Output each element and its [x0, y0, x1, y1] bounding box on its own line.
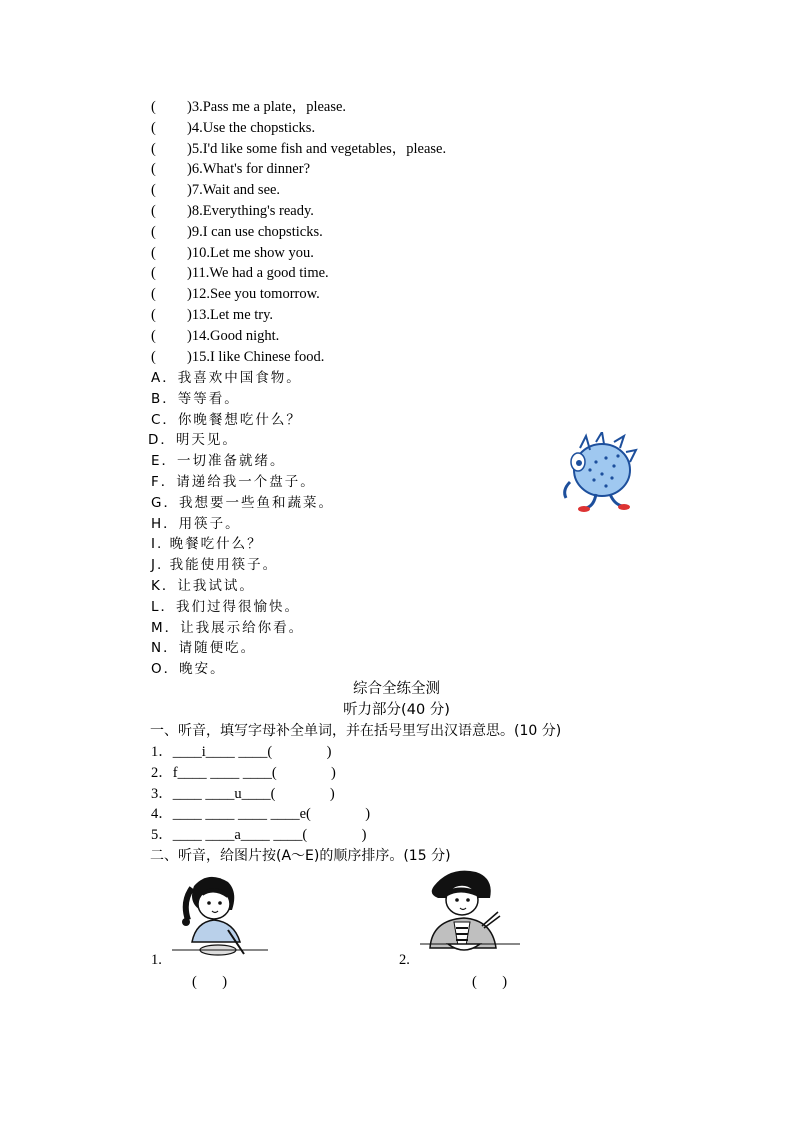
answer-bracket-open: ( — [151, 327, 156, 344]
answer-bracket-open: ( — [151, 161, 156, 178]
answer-bracket-close: ) — [187, 348, 192, 365]
match-item-text: 12.See you tomorrow. — [191, 286, 320, 303]
option-item: B．等等看。 — [151, 390, 240, 407]
option-item: L．我们过得很愉快。 — [151, 598, 301, 615]
match-item-text: 8.Everything's ready. — [191, 203, 314, 219]
match-item — [151, 305, 273, 325]
answer-bracket-close: ) — [187, 99, 192, 115]
answer-bracket-close: ) — [187, 286, 192, 303]
mascot-fish-icon — [556, 432, 640, 512]
match-item — [151, 159, 310, 179]
answer-bracket-close: ) — [187, 327, 192, 344]
option-item: M．让我展示给你看。 — [151, 619, 305, 636]
answer-bracket-close: ) — [187, 244, 192, 261]
match-item — [151, 347, 324, 367]
answer-bracket-open: ( — [151, 244, 156, 261]
answer-bracket-open: ( — [151, 119, 156, 136]
match-item-text: 15.I like Chinese food. — [191, 348, 325, 365]
option-item: D．明天见。 — [148, 432, 238, 449]
option-item: G．我想要一些鱼和蔬菜。 — [151, 494, 334, 511]
fill-blank-item: 4．____ ____ ____ ____e( ) — [151, 806, 371, 823]
answer-bracket-close: ) — [187, 161, 192, 178]
match-item-text: 14.Good night. — [191, 327, 280, 344]
match-item — [151, 118, 315, 138]
match-item-text: 5.I'd like some fish and vegetables，please. — [191, 140, 447, 157]
option-item: A．我喜欢中国食物。 — [151, 370, 302, 386]
match-item-text: 11.We had a good time. — [191, 265, 329, 282]
option-item: O．晚安。 — [151, 661, 226, 678]
option-item: K．让我试试。 — [151, 578, 255, 594]
answer-bracket-close: ) — [187, 223, 192, 240]
answer-bracket-open: ( — [151, 140, 156, 157]
test-title: 综合全练全测 — [353, 681, 440, 697]
answer-bracket-open: ( — [151, 203, 156, 219]
match-item-text: 6.What's for dinner? — [191, 161, 311, 178]
answer-bracket-open: ( — [151, 265, 156, 282]
fill-blank-item: 5．____ ____a____ ____( ) — [151, 827, 367, 844]
match-item — [151, 201, 314, 221]
option-item: H．用筷子。 — [151, 515, 241, 532]
match-item-text: 7.Wait and see. — [191, 182, 281, 199]
match-item — [151, 180, 280, 200]
match-item-text: 9.I can use chopsticks. — [191, 223, 323, 240]
answer-bracket-open: ( — [151, 307, 156, 323]
match-item — [151, 139, 446, 159]
answer-bracket-close: ) — [187, 119, 192, 136]
answer-bracket-open: ( — [151, 182, 156, 199]
option-item: F．请递给我一个盘子。 — [151, 474, 316, 490]
answer-bracket-open: ( — [151, 286, 156, 303]
match-item — [151, 284, 320, 304]
option-item: E．一切准备就绪。 — [151, 453, 286, 470]
fill-blank-item: 1．____i____ ____( ) — [151, 744, 332, 760]
answer-bracket-open: ( — [151, 223, 156, 240]
boy-eating-icon — [420, 866, 520, 966]
match-item — [151, 263, 329, 283]
match-item — [151, 97, 346, 117]
answer-bracket-open: ( — [151, 348, 156, 365]
match-item — [151, 243, 314, 263]
option-item: I. 晚餐吃什么？ — [151, 536, 263, 553]
picture-2-answer: ( ) — [472, 974, 508, 990]
section1-heading: 一、听音，填写字母补全单词，并在括号里写出汉语意思。(10 分) — [150, 723, 562, 739]
option-item: J. 我能使用筷子。 — [151, 557, 279, 574]
answer-bracket-close: ) — [187, 182, 192, 199]
picture-1-number: 1. — [151, 952, 162, 968]
match-item — [151, 222, 323, 242]
match-item — [151, 326, 279, 346]
section2-heading: 二、听音，给图片按(A～E)的顺序排序。(15 分) — [150, 848, 451, 864]
answer-bracket-close: ) — [187, 265, 192, 282]
answer-bracket-open: ( — [151, 99, 156, 115]
answer-bracket-close: ) — [187, 140, 192, 157]
match-item-text: 10.Let me show you. — [191, 244, 314, 261]
option-item: N．请随便吃。 — [151, 640, 257, 657]
answer-bracket-close: ) — [187, 203, 192, 219]
match-item-text: 3.Pass me a plate，please. — [191, 99, 347, 115]
match-item-text: 4.Use the chopsticks. — [191, 119, 316, 136]
listening-title: 听力部分(40 分) — [343, 702, 450, 718]
match-item-text: 13.Let me try. — [191, 307, 274, 323]
fill-blank-item: 3．____ ____u____( ) — [151, 785, 335, 802]
option-item: C．你晚餐想吃什么？ — [151, 411, 302, 428]
girl-eating-icon — [172, 872, 268, 968]
picture-1-answer: ( ) — [192, 974, 228, 990]
answer-bracket-close: ) — [187, 307, 192, 323]
fill-blank-item: 2．f____ ____ ____( ) — [151, 764, 336, 781]
picture-2-number: 2. — [399, 952, 410, 968]
